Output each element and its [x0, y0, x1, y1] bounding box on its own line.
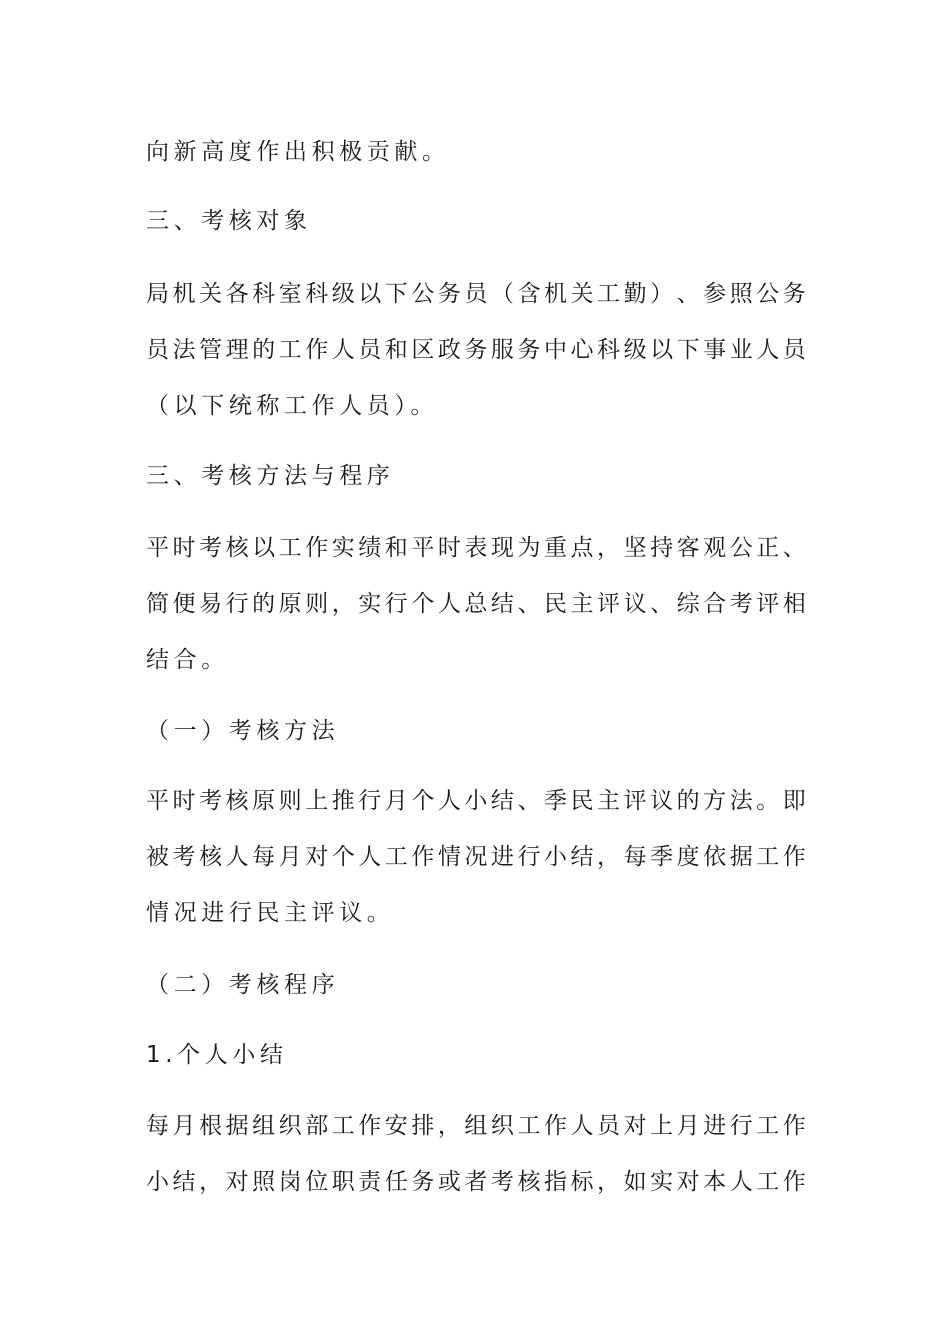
- heading-assessment-object: [146, 193, 806, 249]
- text-line: 情况进行民主评议。: [146, 900, 395, 926]
- heading-text: 三、考核方法与程序: [146, 463, 395, 489]
- paragraph-personal-summary: [146, 1098, 806, 1210]
- text-line: （以下统称工作人员）。: [146, 393, 439, 419]
- heading-method-procedure: [146, 448, 806, 504]
- paragraph-principles: [146, 520, 806, 688]
- heading-assessment-procedure: [146, 957, 806, 1013]
- text-line: 平 时 考 核 原 则 上 推 行 月 个 人 小 结 、 季 民 主 评 议 的 方 法 。 即: [146, 788, 806, 814]
- text-line: 结合。: [146, 647, 229, 673]
- heading-text: （二）考核程序: [146, 972, 340, 998]
- paragraph-intro: [146, 124, 806, 180]
- paragraph-assessment-method: [146, 773, 806, 941]
- text-line: 平 时 考 核 以 工 作 实 绩 和 平 时 表 现 为 重 点 ， 坚 持 客 观 公 正 、: [146, 535, 806, 561]
- text-line: 向新高度作出积极贡献。: [146, 139, 450, 165]
- heading-personal-summary: [146, 1027, 806, 1083]
- text-line: 小 结 ， 对 照 岗 位 职 责 任 务 或 者 考 核 指 标 ， 如 实 对 本 人 工 作: [146, 1169, 806, 1195]
- heading-assessment-method: [146, 703, 806, 759]
- paragraph-assessment-object: [146, 266, 806, 434]
- text-line: 简 便 易 行 的 原 则 ， 实 行 个 人 总 结 、 民 主 评 议 、 综 合 考 评 相: [146, 591, 806, 617]
- text-line: 每 月 根 据 组 织 部 工 作 安 排 ， 组 织 工 作 人 员 对 上 月 进 行 工 作: [146, 1113, 806, 1139]
- heading-text: 1.个人小结: [146, 1042, 288, 1068]
- heading-text: （一）考核方法: [146, 718, 340, 744]
- text-line: 局 机 关 各 科 室 科 级 以 下 公 务 员 （ 含 机 关 工 勤 ） 、 参 照 公 务: [146, 281, 806, 307]
- text-line: 被 考 核 人 每 月 对 个 人 工 作 情 况 进 行 小 结 ， 每 季 度 依 据 工 作: [146, 844, 806, 870]
- text-line: 员 法 管 理 的 工 作 人 员 和 区 政 务 服 务 中 心 科 级 以 下 事 业 人 员: [146, 337, 806, 363]
- heading-text: 三、考核对象: [146, 208, 312, 234]
